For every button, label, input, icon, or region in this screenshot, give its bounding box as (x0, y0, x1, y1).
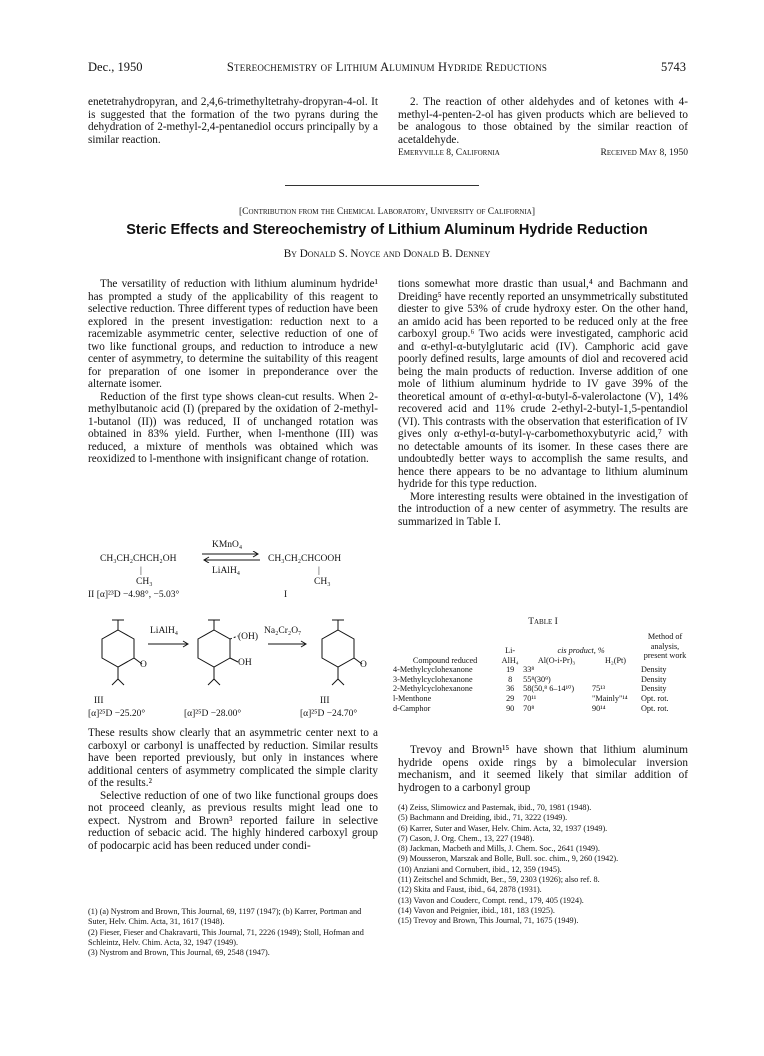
cell: 58(50,⁸ 6–14¹⁰) (523, 684, 575, 694)
paragraph: These results show clearly that an asymmetric center next to a carboxyl or carbonyl is unaffected by reduction. Similar results have been reported previously, but only in instances where additional centers of asymmetry complicated the simple clarity of the results.² (88, 727, 378, 789)
footnote: (11) Zeitschel and Schmidt, Ber., 59, 2303 (1926); also ref. 8. (398, 875, 600, 885)
cell: Density (641, 674, 667, 684)
cell: 75¹³ (591, 684, 606, 694)
reaction-scheme-butanoic (88, 540, 378, 605)
paragraph: enetetrahydropyran, and 2,4,6-trimethyltetrahy-dropyran-4-ol. It is suggested that the formation of the two pyrans during the dehydration of 2-methyl-2,4-pentanediol occurs principally by a similar reaction. (88, 96, 378, 146)
rotation-left: [α]²⁵D −25.20° (88, 709, 146, 719)
cell: 19 (506, 665, 515, 675)
cell: 8 (508, 674, 513, 684)
col-compound: Compound reduced (412, 655, 478, 665)
paragraph: Reduction of the first type shows clean-cut results. When 2-methylbutanoic acid (I) (prepared by the oxidation of 2-methyl-1-butanol (II)) was reduced, II of unchanged rotation was obtained in 83% yield. Further, when l-menthone (III) was reduced, a mixture of menthols was obtained which was reoxidized to l-menthone with insignificant change of rotation. (88, 390, 378, 465)
reaction-scheme-menthone (88, 616, 378, 722)
col-cis-product: cis product, % (557, 646, 605, 655)
received-date: Received May 8, 1950 (600, 148, 688, 158)
footnotes-left (88, 907, 378, 958)
header-date: Dec., 1950 (88, 60, 143, 74)
label-ii-rotation: II [α]²³D −4.98°, −5.03° (88, 590, 180, 600)
table-row (392, 665, 690, 675)
methyl-i: CH₃ (314, 577, 331, 587)
footnote: (12) Skita and Faust, ibid., 64, 2878 (1931). (398, 885, 542, 895)
right-column-body (398, 278, 688, 528)
footnote: (7) Cason, J. Org. Chem., 13, 227 (1948). (398, 833, 535, 843)
address-location: Emeryville 8, California (398, 148, 500, 158)
paragraph: Selective reduction of one of two like functional groups does not proceed cleanly, as previous results might lead one to expect. Nystrom and Brown³ reported failure in selective reduction of sebacic acid. The highly hindered carboxyl group of podocarpic acid has been reduced under condi- (88, 789, 378, 852)
paragraph: Trevoy and Brown¹⁵ have shown that lithium aluminum hydride opens oxide rings by a bimolecular inversion mechanism, and it seemed likely that similar addition of hydrogen to a carbonyl group (398, 744, 688, 794)
footnotes-right (398, 803, 688, 927)
label-iii-left: III (94, 696, 104, 706)
col-aluminum-isopropoxide: Al(O-i-Pr)₃ (537, 655, 576, 665)
formula-i: CH₃CH₂CHCOOH (268, 554, 342, 564)
label-iii-right: III (320, 696, 330, 706)
cell: 29 (506, 693, 515, 703)
ring-structures (88, 616, 378, 696)
conclusion-paragraph: 2. The reaction of other aldehydes and of ketones with 4-methyl-4-penten-2-ol has given products which are believed to be analogous to those obtained by the similar reaction of acetaldehyde. (398, 96, 688, 146)
cell: 90¹⁴ (591, 703, 606, 713)
reagent-kmno4: KMnO₄ (212, 540, 243, 550)
reagent-dichromate: Na₂Cr₂O₇ (264, 626, 302, 636)
table-row (392, 694, 690, 704)
cell (591, 675, 640, 685)
reagent-lialh4-2: LiAlH₄ (150, 626, 179, 636)
bond-mark: | (318, 566, 320, 576)
cell: Opt. rot. (641, 693, 669, 703)
col-method: Method of analysis, present work (643, 632, 687, 661)
address-line (398, 147, 688, 160)
footnote: (3) Nystrom and Brown, This Journal, 69, 2548 (1947). (88, 948, 270, 958)
cell: l-Menthone (393, 693, 432, 703)
paragraph: tions somewhat more drastic than usual,⁴ and Bachmann and Dreiding⁵ have recently reported an unsymmetrically substituted diester to give 53% of crude hydroxy ester. On the other hand, an amido acid has been reported to be reduced only at the free carboxyl group.⁶ Two acids were investigated, camphoric acid and α-ethyl-α-butylglutaric acid (IV). Camphoric acid gave poorly defined results, large amounts of diol and recovered acid being the main products of reduction. Inverse addition of one mole of lithium aluminum hydride to IV gave 39% of the theoretical amount of α-ethyl-α-butyl-δ-valerolactone (V), 14% recovered acid and 11% crude 2-ethyl-2-butyl-1,5-pentandiol (VI). This contrasts with the observation that esterification of IV gives only α-ethyl-α-butyl-γ-carbomethoxybutyric acid,⁷ with no detectable amounts of its isomer. In these cases there are undoubtedly better ways to accomplish the same results, and hence there appears to be no advantage to lithium aluminum hydride for this type reduction. (398, 278, 688, 490)
bond-mark: | (140, 566, 142, 576)
footnote: (2) Fieser, Fieser and Chakravarti, This Journal, 71, 2226 (1949); Stoll, Hofman and Schleintz, Helv. Chim. Acta, 32, 1947 (1949). (88, 927, 364, 947)
cell: 4-Methylcyclohexanone (393, 665, 473, 675)
left-column-continued (88, 727, 378, 852)
footnote: (15) Trevoy and Brown, This Journal, 71, 1675 (1949). (398, 916, 579, 926)
prev-article-tail-right (398, 96, 688, 160)
table-header-row (392, 628, 690, 656)
cell: Opt. rot. (641, 703, 669, 713)
table-row (392, 684, 690, 694)
rotation-mid: [α]²⁵D −28.00° (184, 709, 242, 719)
section-divider (285, 185, 479, 186)
table-row (392, 675, 690, 685)
cell: 90 (506, 703, 515, 713)
footnote: (10) Anziani and Cornubert, ibid., 12, 359 (1945). (398, 864, 562, 874)
cell: "Mainly"¹⁴ (591, 693, 628, 703)
cell: 2-Methylcyclohexanone (393, 684, 473, 694)
cell: 70¹¹ (523, 693, 537, 703)
left-column-body (88, 278, 378, 466)
footnote: (14) Vavon and Peignier, ibid., 181, 183 (1925). (398, 905, 555, 915)
footnote: (5) Bachmann and Dreiding, ibid., 71, 3222 (1949). (398, 813, 568, 823)
cell: 3-Methylcyclohexanone (393, 674, 473, 684)
carbonyl-o-right: O (360, 660, 367, 670)
hydroxyl-bottom: OH (238, 658, 252, 668)
running-header (88, 60, 686, 76)
footnote: (1) (a) Nystrom and Brown, This Journal, 69, 1197 (1947); (b) Karrer, Portman and Suter, Helv. Chim. Acta, 31, 1617 (1948). (88, 907, 362, 927)
footnote: (8) Jackman, Macbeth and Mills, J. Chem. Soc., 2641 (1949). (398, 844, 600, 854)
label-i: I (284, 590, 288, 600)
reagent-lialh4: LiAlH₄ (212, 566, 241, 576)
equilibrium-arrows (200, 551, 262, 563)
rotation-right: [α]²⁵D −24.70° (300, 709, 358, 719)
cell: 33⁸ (523, 665, 535, 675)
cell: 36 (506, 684, 515, 694)
footnote: (6) Karrer, Suter and Waser, Helv. Chim. Acta, 32, 1937 (1949). (398, 823, 608, 833)
author-byline: By Donald S. Noyce and Donald B. Denney (283, 248, 491, 260)
paragraph: The versatility of reduction with lithium aluminum hydride¹ has prompted a study of the applicability of this reagent to selective reduction. Three different types of reduction have been explored in the present investigation: reduction next to a racemizable asymmetric center, selective reduction of one of two like functional groups, and reduction to introduce a new center of asymmetry, to determine the suitability of this reagent for preparation of one isomer in preponderance over the alternate isomer. (88, 278, 378, 390)
carbonyl-o-left: O (140, 660, 147, 670)
hydroxyl-top: (OH) (238, 632, 259, 642)
cell (591, 665, 640, 675)
col-hydrogen-platinum: H₂(Pt) (604, 655, 627, 665)
methyl-ii: CH₃ (136, 577, 153, 587)
cell: Density (641, 665, 667, 675)
footnote: (4) Zeiss, Slimowicz and Pasternak, ibid., 70, 1981 (1948). (398, 803, 592, 812)
col-lialh4: Li-AlH₄ (501, 646, 519, 665)
formula-ii: CH₃CH₂CHCH₂OH (100, 554, 177, 564)
table-title: Table I (528, 617, 558, 627)
cell: 70⁸ (523, 703, 535, 713)
page-number: 5743 (661, 60, 686, 74)
cell: 55⁸(30⁹) (523, 674, 551, 684)
footnote: (13) Vavon and Couderc, Compt. rend., 179, 405 (1924). (398, 895, 584, 905)
paragraph: More interesting results were obtained in the investigation of the introduction of a new center of asymmetry. The results are summarized in Table I. (398, 490, 688, 528)
prev-article-tail-left (88, 96, 378, 146)
right-column-continued (398, 744, 688, 794)
article-title: Steric Effects and Stereochemistry of Lithium Aluminum Hydride Reduction (126, 222, 648, 238)
contribution-line: [Contribution from the Chemical Laboratory, University of California] (238, 207, 536, 217)
table-row (392, 704, 690, 714)
cell: Density (641, 684, 667, 694)
cell: d-Camphor (393, 703, 431, 713)
results-table (392, 628, 690, 713)
footnote: (9) Mousseron, Marszak and Bolle, Bull. soc. chim., 9, 260 (1942). (398, 854, 619, 864)
header-title: Stereochemistry of Lithium Aluminum Hydride Reductions (226, 60, 548, 74)
